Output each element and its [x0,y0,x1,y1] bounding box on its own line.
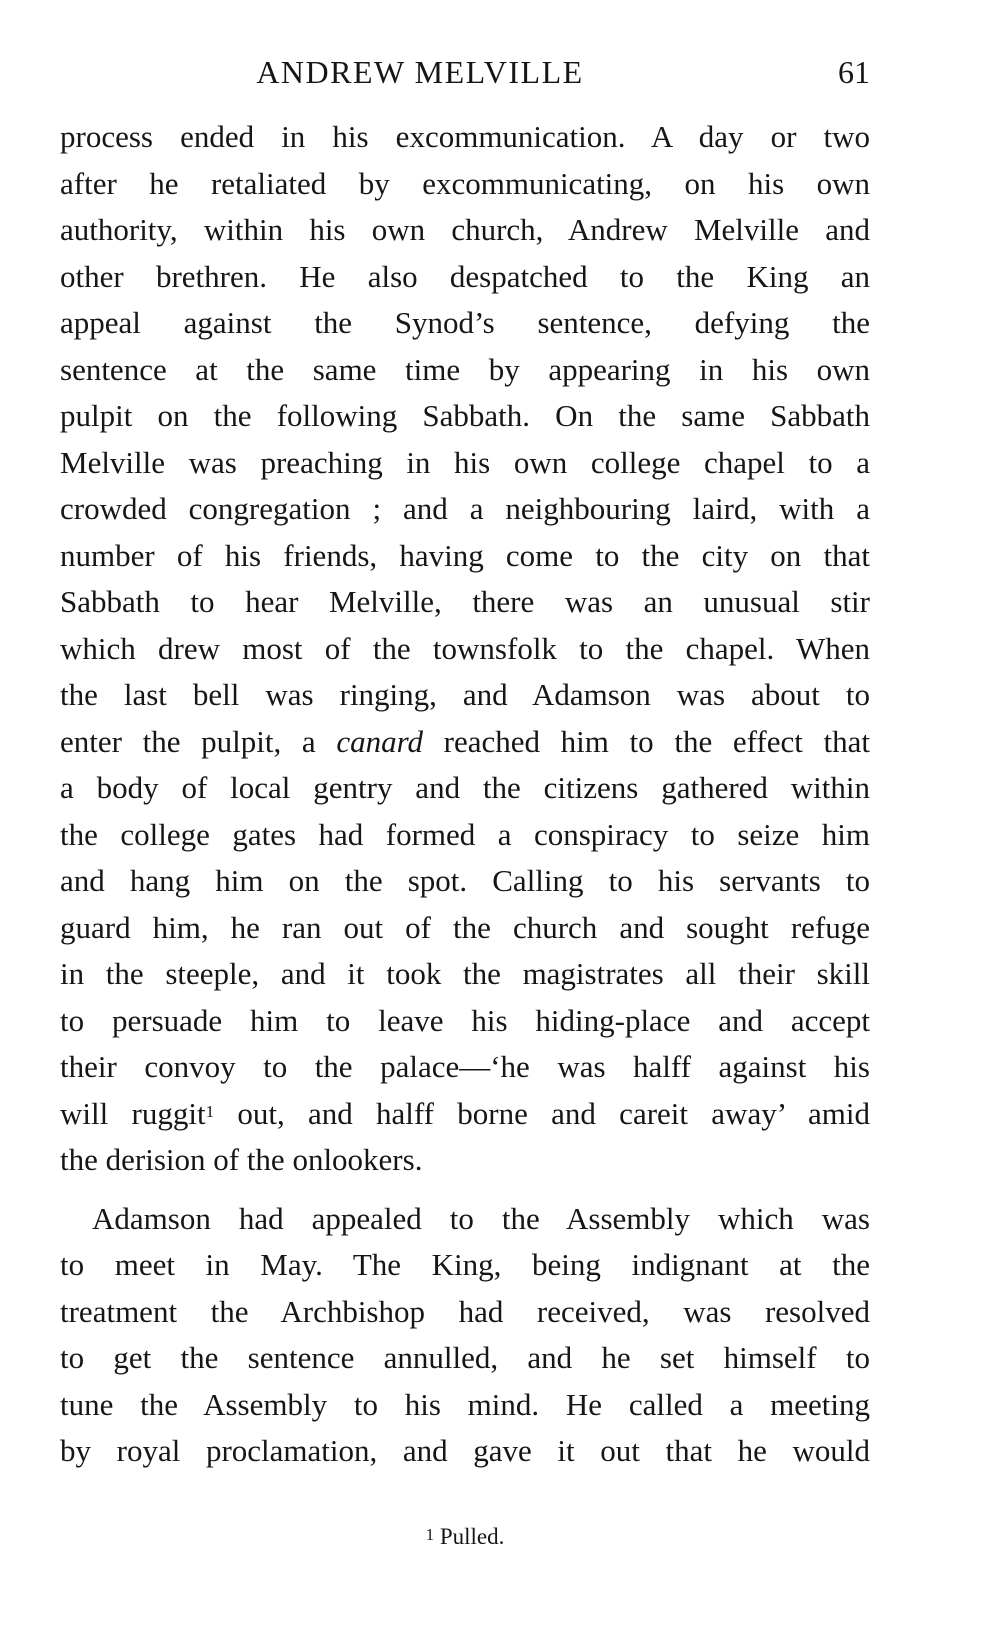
text-line: the college gates had formed a conspiracy to seize him [60,816,870,852]
text-line: other brethren. He also despatched to the King an [60,258,870,294]
text-line: tune the Assembly to his mind. He called a meeting [60,1386,870,1422]
running-head [60,52,870,92]
text-line: which drew most of the townsfolk to the chapel. When [60,630,870,666]
text-line: to persuade him to leave his hiding-place and accept [60,1002,870,1038]
text-segment: out, and halff borne and careit away’ amid [214,1095,870,1131]
body-text [60,114,870,1475]
text-line: their convoy to the palace—‘he was halff against his [60,1049,870,1084]
text-line: Melville was preaching in his own college chapel to a [60,444,870,480]
text-line: the derision of the onlookers. [60,1142,423,1177]
text-segment: reached him to the effect that [423,723,870,759]
text-segment: enter the pulpit, a [60,723,337,759]
footnote [60,1522,870,1552]
text-line: crowded congregation ; and a neighbouring laird, with a [60,491,870,526]
text-line: authority, within his own church, Andrew Melville and [60,212,870,247]
text-line: by royal proclamation, and gave it out that he would [60,1433,870,1468]
text-line: to meet in May. The King, being indignant at the [60,1247,870,1282]
text-line: Adamson had appealed to the Assembly which was [92,1200,870,1236]
text-line [60,1091,870,1138]
text-line: process ended in his excommunication. A day or two [60,119,870,154]
footnote-reference: 1 [205,1101,215,1121]
text-line [60,719,870,766]
paragraph-gap [60,1184,870,1196]
text-line: and hang him on the spot. Calling to his servants to [60,863,870,898]
text-line: pulpit on the following Sabbath. On the same Sabbath [60,398,870,433]
text-segment: will ruggit [60,1095,206,1131]
text-line: appeal against the Synod’s sentence, defying the [60,305,870,340]
footnote-text: Pulled. [439,1524,505,1549]
text-line: after he retaliated by excommunicating, on his own [60,165,870,201]
text-line: treatment the Archbishop had received, was resolved [60,1293,870,1329]
text-line: in the steeple, and it took the magistrates all their skill [60,956,870,991]
text-line: the last bell was ringing, and Adamson was about to [60,677,870,712]
italic-word: canard [336,723,423,759]
page-number: 61 [838,54,870,90]
footnote-mark: 1 [425,1525,435,1544]
text-line: to get the sentence annulled, and he set himself to [60,1340,870,1375]
text-line: guard him, he ran out of the church and sought refuge [60,909,870,945]
text-line: a body of local gentry and the citizens gathered within [60,770,870,805]
running-title: ANDREW MELVILLE [256,54,584,90]
text-line: Sabbath to hear Melville, there was an unusual stir [60,584,870,619]
text-line: sentence at the same time by appearing in his own [60,351,870,387]
text-line: number of his friends, having come to the city on that [60,537,870,573]
book-page [60,0,870,1639]
